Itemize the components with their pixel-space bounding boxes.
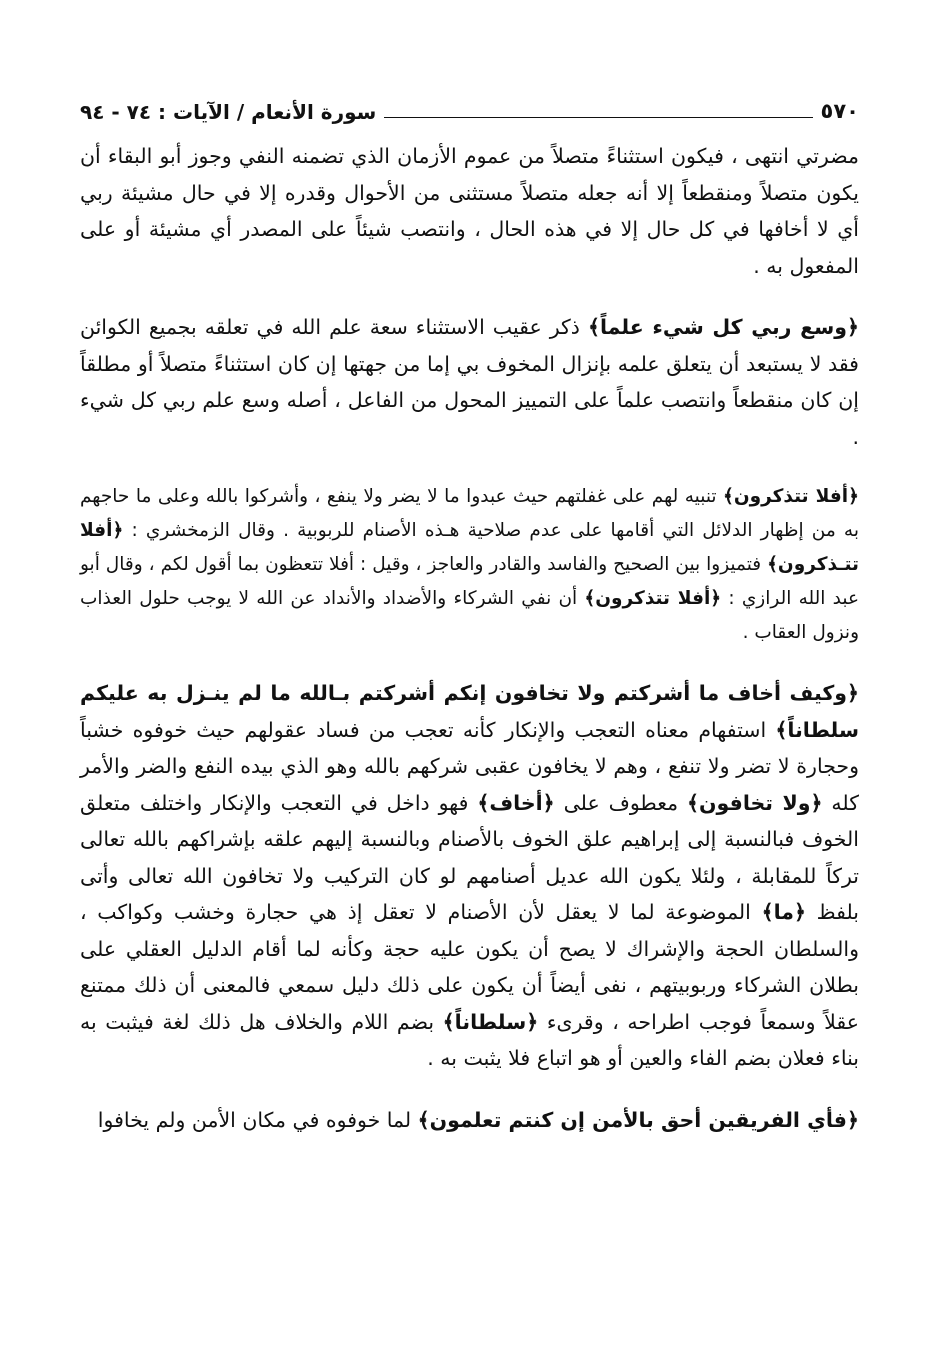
commentary-text: فهو داخل في التعجب والإنكار واختلف متعلق الخوف فبالنسبة إلى إبراهيم علق الخوف بالأصنام وبالنسبة إليهم علقه بإشراكهم بالله تعالى تركاً للمقابلة ، ولئلا يكون الله عديل أصنامهم لو كان التركيب ولا تخافون الله تعالى وأتى بلفظ	[80, 790, 859, 924]
quran-quote: ﴿أفلا تتذكرون﴾	[723, 486, 859, 507]
commentary-text: فتميزوا بين الصحيح والفاسد والقادر والعاجز ، وقيل : أفلا تتعظون بما أقول لكم ، وقال أبو عبد الله الرازي :	[80, 554, 859, 609]
paragraph	[80, 138, 859, 284]
commentary-text: أن نفي الشركاء والأضداد والأنداد عن الله لا يوجب حلول العذاب ونزول العقاب .	[80, 588, 859, 643]
quran-quote: ﴿أخاف﴾	[477, 790, 555, 815]
commentary-text: الموضوعة لما لا يعقل لأن الأصنام لا تعقل إذ هي حجارة وخشب وكواكب ، والسلطان الحجة والإشراك لا يصح أن يكون عليه حجة وكأنه لما أقام الدليل العقلي على بطلان الشركاء وربوبيتهم ، نفى أيضاً أن يكون على ذلك دليل سمعي فالمعنى أن ذلك ممتنع عقلاً وسمعاً فوجب اطراحه ، وقرىء	[80, 900, 859, 1034]
paragraph	[80, 480, 859, 650]
commentary-text: لما خوفوه في مكان الأمن ولم يخافوا	[97, 1107, 418, 1132]
commentary-text: مضرتي انتهى ، فيكون استثناءً متصلاً من عموم الأزمان الذي تضمنه النفي وجوز أبو البقاء أن يكون متصلاً ومنقطعاً إلا أنه جعله متصلاً مستثنى من الأحوال وقدره إلا في حال مشيئة ربي أي لا أخافها في كل حال إلا في هذه الحال ، وانتصب شيئاً على المصدر أي مشيئة أو على المفعول به .	[80, 144, 859, 278]
commentary-text: ذكر عقيب الاستثناء سعة علم الله في تعلقه بجميع الكوائن فقد لا يستبعد أن يتعلق علمه بإنزال المخوف بي إما من جهتها إن كان استثناءً متصلاً أو مطلقاً إن كان منقطعاً وانتصب علماً على التمييز المحول من الفاعل ، أصله وسع علم ربي كل شيء .	[80, 315, 859, 449]
paragraph	[80, 675, 859, 1077]
header-rule	[384, 117, 812, 118]
quran-quote: ﴿ما﴾	[761, 900, 806, 924]
page-body	[80, 138, 859, 1138]
page-header	[80, 88, 859, 122]
page-number: ٥٧٠	[820, 99, 859, 123]
paragraph	[80, 309, 859, 455]
quran-quote: ﴿وكيف أخاف ما أشركتم ولا تخافون إنكم أشركتم بـالله ما لم ينـزل به عليكم سلطاناً﴾	[80, 681, 859, 742]
running-title: سورة الأنعام / الآيات : ٧٤ - ٩٤	[80, 100, 377, 124]
quran-quote: ﴿سلطاناً﴾	[442, 1009, 539, 1034]
paragraph	[80, 1102, 859, 1139]
commentary-text: بضم اللام والخلاف هل ذلك لغة فيثبت به بناء فعلان بضم الفاء والعين أو هو اتباع فلا يثبت به .	[80, 1009, 859, 1070]
quran-quote: ﴿ولا تخافون﴾	[687, 790, 823, 815]
quran-quote: ﴿فأي الفريقين أحق بالأمن إن كنتم تعلمون﴾	[417, 1107, 859, 1132]
commentary-text: استفهام معناه التعجب والإنكار كأنه تعجب من فساد عقولهم حيث خوفوه خشباً وحجارة لا تضر ولا تنفع ، وهم لا يخافون عقبى شركهم بالله وهو الذي بيده النفع والضر والأمر كله	[80, 717, 859, 815]
quran-quote: ﴿أفلا تتـذكرون﴾	[80, 520, 859, 575]
commentary-text: معطوف على	[554, 790, 688, 815]
commentary-text: تنبيه لهم على غفلتهم حيث عبدوا ما لا يضر ولا ينفع ، وأشركوا بالله وعلى ما حاجهم به من إظهار الدلائل التي أقامها على عدم صلاحية هـذه الأصنام للربوبية . وقال الزمخشري :	[80, 486, 859, 541]
quran-quote: ﴿وسع ربي كل شيء علماً﴾	[587, 315, 859, 339]
quran-quote: ﴿أفلا تتذكرون﴾	[584, 588, 722, 609]
